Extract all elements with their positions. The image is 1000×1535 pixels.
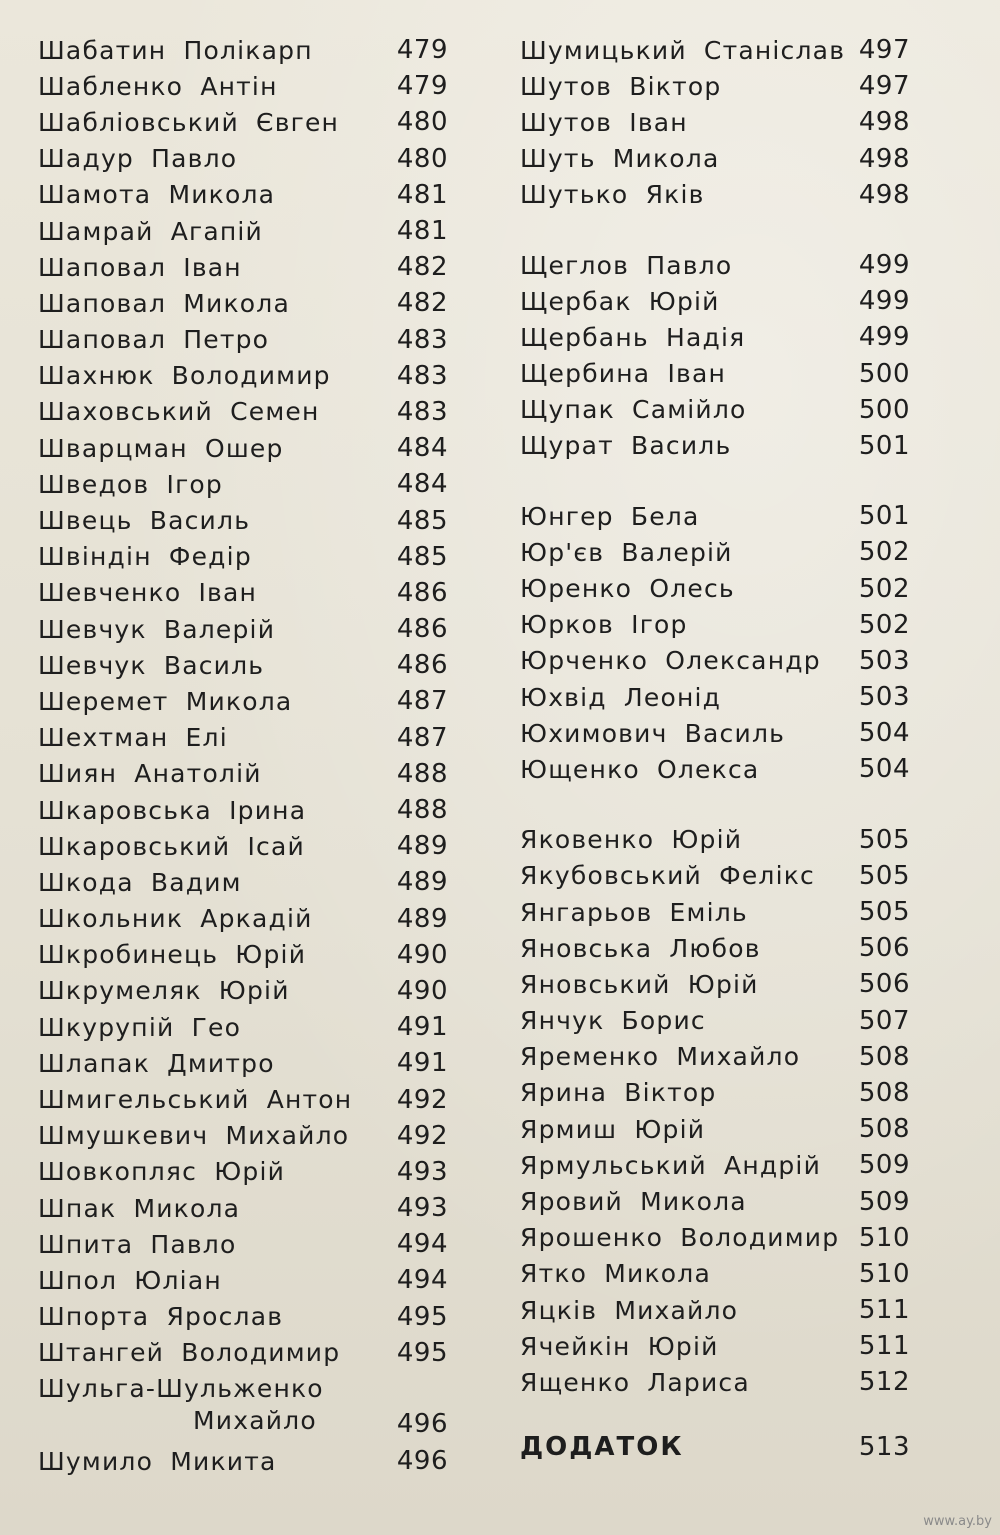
index-entry <box>38 792 448 828</box>
entry-page-number: 504 <box>858 718 910 749</box>
entry-page-number: 503 <box>858 645 910 676</box>
entry-page-number: 499 <box>858 286 910 317</box>
index-entry <box>520 177 910 213</box>
entry-page-number: 479 <box>396 71 448 102</box>
index-entry <box>38 213 448 249</box>
index-entry <box>38 647 448 683</box>
index-entry <box>520 1075 910 1111</box>
entry-page-number: 511 <box>858 1331 910 1362</box>
entry-name: Шварцман Ошер <box>38 433 284 463</box>
entry-name: Шабліовський Євген <box>38 107 340 137</box>
watermark: www.ay.by <box>923 1514 992 1529</box>
entry-name: Шпорта Ярослав <box>38 1302 284 1332</box>
entry-name: Щурат Василь <box>520 431 732 461</box>
entry-name: Шаповал Микола <box>38 288 290 318</box>
entry-name: Шкаровська Ірина <box>38 795 307 825</box>
index-entry <box>38 32 448 68</box>
entry-name: Шлапак Дмитро <box>38 1048 275 1078</box>
entry-name: Янгарьов Еміль <box>520 897 748 927</box>
entry-page-number: 503 <box>858 682 910 713</box>
index-entry <box>38 973 448 1009</box>
entry-page-number: 491 <box>396 1012 448 1043</box>
index-entry <box>520 1003 910 1039</box>
entry-name: Шаповал Іван <box>38 252 242 282</box>
entry-page-number: 498 <box>858 107 910 138</box>
index-entry <box>520 822 910 858</box>
entry-page-number: 492 <box>396 1120 448 1151</box>
entry-name: Шамота Микола <box>38 180 276 210</box>
entry-page-number: 500 <box>858 358 910 389</box>
entry-page-number: 488 <box>396 758 448 789</box>
index-entry <box>520 68 910 104</box>
entry-page-number: 480 <box>396 143 448 174</box>
entry-page-number: 491 <box>396 1048 448 1079</box>
index-entry <box>38 864 448 900</box>
index-entry <box>38 358 448 394</box>
entry-name: Ярина Віктор <box>520 1078 717 1108</box>
entry-name: Яновський Юрій <box>520 969 759 999</box>
entry-page-number: 480 <box>396 107 448 138</box>
entry-name: Шаповал Петро <box>38 325 270 355</box>
index-entry <box>38 1371 448 1443</box>
index-column-right <box>520 32 910 1465</box>
entry-name: Юнгер Бела <box>520 501 700 531</box>
entry-name: Якубовський Фелікс <box>520 861 816 891</box>
entry-page-number: 509 <box>858 1150 910 1181</box>
index-entry <box>520 1328 910 1364</box>
index-entry <box>520 534 910 570</box>
entry-name: Шумицький Станіслав <box>520 35 846 65</box>
entry-name: Шкаровський Ісай <box>38 831 305 861</box>
index-entry <box>38 937 448 973</box>
index-entry <box>38 1262 448 1298</box>
entry-name: Шпол Юліан <box>38 1265 222 1295</box>
entry-name: Шкурупій Гео <box>38 1012 242 1042</box>
index-entry <box>520 392 910 428</box>
index-entry <box>38 1154 448 1190</box>
entry-page-number: 505 <box>858 897 910 928</box>
index-entry <box>520 141 910 177</box>
index-entry <box>38 1190 448 1226</box>
entry-name: Шуть Микола <box>520 144 720 174</box>
entry-name: Янчук Борис <box>520 1006 706 1036</box>
entry-name: Яцків Михайло <box>520 1295 739 1325</box>
entry-name: Ятко Микола <box>520 1259 711 1289</box>
entry-name: Шмушкевич Михайло <box>38 1121 350 1151</box>
index-entry <box>520 607 910 643</box>
entry-name: Ященко Лариса <box>520 1367 750 1397</box>
index-entry <box>38 177 448 213</box>
index-entry <box>38 68 448 104</box>
index-entry <box>520 104 910 140</box>
entry-page-number: 497 <box>858 71 910 102</box>
entry-name: Юрченко Олександр <box>520 646 821 676</box>
entry-page-number: 513 <box>858 1431 910 1462</box>
entry-page-number: 499 <box>858 250 910 281</box>
index-entry <box>38 1009 448 1045</box>
entry-page-number: 485 <box>396 505 448 536</box>
entry-name: Шехтман Елі <box>38 723 228 753</box>
entry-name: Ющенко Олекса <box>520 754 760 784</box>
entry-page-number: 483 <box>396 360 448 391</box>
index-entry <box>520 1292 910 1328</box>
entry-page-number: 509 <box>858 1186 910 1217</box>
entry-name-line1: Шульга-Шульженко <box>38 1373 324 1403</box>
index-entry <box>520 643 910 679</box>
entry-page-number: 495 <box>396 1301 448 1332</box>
entry-name: Шеремет Микола <box>38 686 293 716</box>
entry-name: Швець Василь <box>38 506 251 536</box>
index-entry <box>38 104 448 140</box>
index-entry <box>520 319 910 355</box>
section-gap <box>520 464 910 498</box>
index-entry <box>520 679 910 715</box>
index-entry <box>520 1220 910 1256</box>
entry-page-number: 495 <box>396 1337 448 1368</box>
index-entry <box>520 428 910 464</box>
entry-name: Шмигельський Антон <box>38 1085 353 1115</box>
entry-name: Яновська Любов <box>520 933 761 963</box>
entry-name: Шиян Анатолій <box>38 759 262 789</box>
entry-page-number: 481 <box>396 179 448 210</box>
index-entry <box>520 356 910 392</box>
index-entry <box>38 285 448 321</box>
entry-page-number: 494 <box>396 1229 448 1260</box>
entry-name: Шкода Вадим <box>38 867 242 897</box>
index-entry <box>520 1039 910 1075</box>
entry-name: Шамрай Агапій <box>38 216 263 246</box>
entry-name: Щербань Надія <box>520 322 746 352</box>
entry-name: Школьник Аркадій <box>38 904 313 934</box>
index-entry <box>38 430 448 466</box>
index-entry <box>38 539 448 575</box>
index-entry <box>38 720 448 756</box>
index-entry <box>38 611 448 647</box>
index-entry <box>38 394 448 430</box>
index-entry <box>38 141 448 177</box>
index-entry <box>520 751 910 787</box>
entry-page-number: 490 <box>396 975 448 1006</box>
entry-page-number: 508 <box>858 1114 910 1145</box>
section-gap <box>520 788 910 822</box>
index-entry <box>520 1364 910 1400</box>
entry-page-number: 494 <box>396 1265 448 1296</box>
entry-name: Шовкопляс Юрій <box>38 1157 286 1187</box>
entry-page-number: 508 <box>858 1077 910 1108</box>
entry-page-number: 501 <box>858 501 910 532</box>
entry-name: Швіндін Федір <box>38 542 252 572</box>
entry-page-number: 504 <box>858 754 910 785</box>
entry-page-number: 493 <box>396 1156 448 1187</box>
entry-page-number: 489 <box>396 903 448 934</box>
entry-name: Яременко Михайло <box>520 1042 801 1072</box>
section-gap <box>520 1401 910 1429</box>
entry-page-number: 499 <box>858 322 910 353</box>
entry-page-number: 506 <box>858 933 910 964</box>
entry-page-number: 486 <box>396 650 448 681</box>
appendix-entry <box>520 1429 910 1465</box>
entry-name: Ярмиш Юрій <box>520 1114 706 1144</box>
entry-name: Шабленко Антін <box>38 71 278 101</box>
index-entry <box>520 498 910 534</box>
entry-name: Юхимович Василь <box>520 718 786 748</box>
entry-page-number: 487 <box>396 722 448 753</box>
entry-name: Шпак Микола <box>38 1193 241 1223</box>
index-entry <box>38 1443 448 1479</box>
entry-name: Шабатин Полікарп <box>38 35 313 65</box>
index-entry <box>520 894 910 930</box>
entry-name: Юрков Ігор <box>520 610 688 640</box>
entry-name: Юренко Олесь <box>520 574 735 604</box>
entry-page-number: 488 <box>396 795 448 826</box>
entry-name: Шведов Ігор <box>38 469 223 499</box>
index-entry <box>520 1111 910 1147</box>
entry-name: Шутов Віктор <box>520 71 722 101</box>
index-entry <box>38 502 448 538</box>
entry-page-number: 479 <box>396 35 448 66</box>
index-entry <box>38 828 448 864</box>
entry-name: Шахнюк Володимир <box>38 361 331 391</box>
index-entry <box>38 466 448 502</box>
entry-name: Шадур Павло <box>38 144 238 174</box>
entry-page-number: 502 <box>858 609 910 640</box>
entry-page-number: 485 <box>396 541 448 572</box>
entry-name <box>38 1373 324 1437</box>
entry-page-number: 512 <box>858 1367 910 1398</box>
entry-page-number: 487 <box>396 686 448 717</box>
section-gap <box>520 213 910 247</box>
entry-name: Шевчук Василь <box>38 650 265 680</box>
index-entry <box>520 32 910 68</box>
index-entry <box>38 1226 448 1262</box>
entry-page-number: 505 <box>858 824 910 855</box>
entry-name: Ячейкін Юрій <box>520 1331 719 1361</box>
index-entry <box>38 575 448 611</box>
entry-name: Шевченко Іван <box>38 578 258 608</box>
entry-page-number: 511 <box>858 1295 910 1326</box>
entry-page-number: 486 <box>396 614 448 645</box>
entry-name: Шевчук Валерій <box>38 614 276 644</box>
entry-name: Шумило Микита <box>38 1446 277 1476</box>
entry-page-number: 507 <box>858 1005 910 1036</box>
index-entry <box>38 1118 448 1154</box>
index-entry <box>520 966 910 1002</box>
entry-page-number: 498 <box>858 179 910 210</box>
entry-page-number: 510 <box>858 1222 910 1253</box>
entry-page-number: 508 <box>858 1041 910 1072</box>
index-entry <box>520 570 910 606</box>
entry-page-number: 502 <box>858 537 910 568</box>
index-entry <box>520 715 910 751</box>
index-entry <box>520 930 910 966</box>
entry-name: Шкробинець Юрій <box>38 940 307 970</box>
index-entry <box>38 901 448 937</box>
entry-page-number: 492 <box>396 1084 448 1115</box>
entry-page-number: 496 <box>396 1446 448 1477</box>
entry-name: Шпита Павло <box>38 1229 237 1259</box>
index-entry <box>38 1081 448 1117</box>
entry-page-number: 484 <box>396 469 448 500</box>
entry-page-number: 481 <box>396 216 448 247</box>
entry-page-number: 490 <box>396 939 448 970</box>
index-entry <box>520 283 910 319</box>
entry-page-number: 510 <box>858 1258 910 1289</box>
entry-page-number: 498 <box>858 143 910 174</box>
index-entry <box>38 683 448 719</box>
entry-name: Шкрумеляк Юрій <box>38 976 290 1006</box>
index-entry <box>520 1256 910 1292</box>
entry-page-number: 500 <box>858 394 910 425</box>
entry-name: Щупак Самійло <box>520 395 747 425</box>
entry-page-number: 483 <box>396 324 448 355</box>
index-entry <box>38 1335 448 1371</box>
index-entry <box>520 1183 910 1219</box>
index-entry <box>520 858 910 894</box>
entry-page-number: 496 <box>396 1408 448 1439</box>
entry-page-number: 501 <box>858 430 910 461</box>
entry-name: Щербина Іван <box>520 359 727 389</box>
entry-name: Ярошенко Володимир <box>520 1223 840 1253</box>
entry-name: Щеглов Павло <box>520 250 733 280</box>
index-entry <box>38 322 448 358</box>
entry-name: Шаховський Семен <box>38 397 320 427</box>
entry-page-number: 483 <box>396 396 448 427</box>
index-column-left <box>38 32 448 1479</box>
entry-name: Шутов Іван <box>520 107 688 137</box>
index-entry <box>38 1045 448 1081</box>
appendix-title: ДОДАТОК <box>520 1431 684 1462</box>
entry-page-number: 505 <box>858 860 910 891</box>
entry-page-number: 497 <box>858 35 910 66</box>
index-entry <box>520 247 910 283</box>
entry-name: Щербак Юрій <box>520 286 720 316</box>
index-entry <box>38 1299 448 1335</box>
entry-page-number: 482 <box>396 252 448 283</box>
index-entry <box>38 756 448 792</box>
entry-name: Штангей Володимир <box>38 1338 341 1368</box>
entry-page-number: 482 <box>396 288 448 319</box>
entry-page-number: 489 <box>396 867 448 898</box>
entry-page-number: 506 <box>858 969 910 1000</box>
entry-page-number: 489 <box>396 831 448 862</box>
entry-page-number: 486 <box>396 577 448 608</box>
entry-name: Яковенко Юрій <box>520 825 743 855</box>
entry-page-number: 502 <box>858 573 910 604</box>
entry-name: Юхвід Леонід <box>520 682 722 712</box>
index-entry <box>38 249 448 285</box>
entry-page-number: 493 <box>396 1193 448 1224</box>
entry-name: Юр'єв Валерій <box>520 537 733 567</box>
entry-name: Шутько Яків <box>520 180 705 210</box>
index-entry <box>520 1147 910 1183</box>
entry-name: Яровий Микола <box>520 1187 747 1217</box>
entry-name: Ярмульський Андрій <box>520 1150 822 1180</box>
entry-page-number: 484 <box>396 433 448 464</box>
entry-name-line2: Михайло <box>193 1405 317 1435</box>
